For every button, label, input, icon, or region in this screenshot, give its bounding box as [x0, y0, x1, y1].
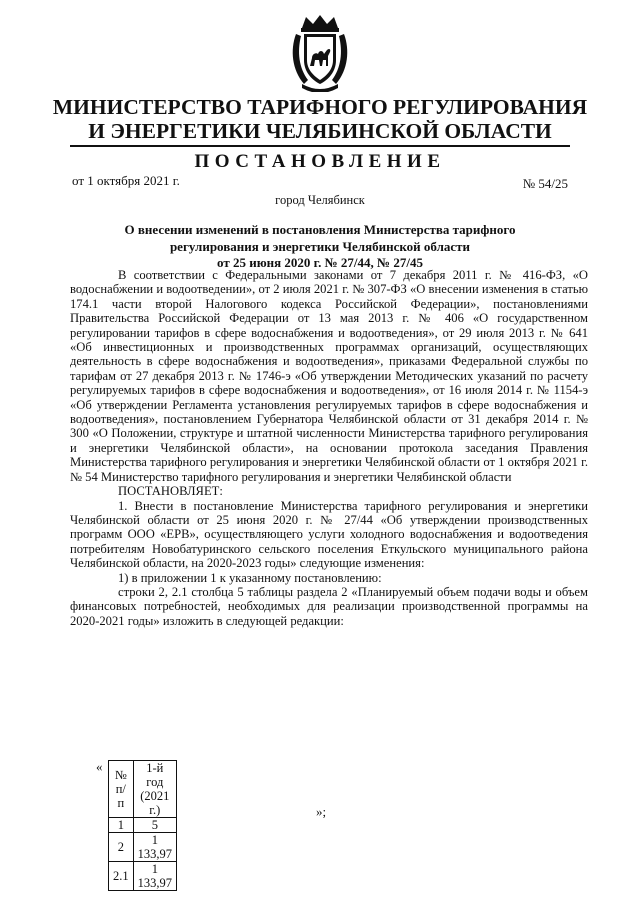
ministry-title-line2: И ЭНЕРГЕТИКИ ЧЕЛЯБИНСКОЙ ОБЛАСТИ [88, 119, 552, 143]
table-row [109, 833, 177, 862]
table-cell-value: 1 133,97 [133, 862, 176, 891]
table-header-number: № п/п [109, 761, 134, 818]
subject-line1: О внесении изменений в постановления Министерства тарифного [124, 222, 516, 237]
table-cell-value: 1 133,97 [133, 833, 176, 862]
header-divider [70, 145, 570, 147]
table-close-quote: »; [316, 804, 327, 819]
table-open-quote: « [96, 759, 103, 774]
subject-line2: регулирования и энергетики Челябинской области [169, 238, 471, 254]
table-cell-number: 1 [109, 818, 134, 833]
table-cell-value: 5 [133, 818, 176, 833]
preamble-paragraph: В соответствии с Федеральными законами от 7 декабря 2011 г. № 416-ФЗ, «О водоснабжении и водоотведении», от 2 июля 2021 г. № 307-ФЗ «О внесении изменения в статью 174.1 части второй Налогового кодекса Российской Федерации», постановлениями Правительства Российской Федерации от 13 мая 2013 г. № 406 «О государственном регулировании тарифов в сфере водоснабжения и водоотведения», от 29 июля 2013 г. № 641 «Об инвестиционных и производственных программах организаций, осуществляющих деятельность в сфере водоснабжения и водоотведения», приказами Федеральной службы по тарифам от 27 декабря 2013 г. № 1746-э «Об утверждении Методических указаний по расчету регулируемых тарифов в сфере водоснабжения и водоотведения», от 16 июля 2014 г. № 1154-э «Об утверждении Регламента установления регулируемых тарифов в сфере водоснабжения и водоотведения», постановлением Губернатора Челябинской области от 31 декабря 2014 г. № 300 «О Положении, структуре и штатной численности Министерства тарифного регулирования и энергетики Челябинской области», на основании протокола заседания Правления Министерства тарифного регулирования и энергетики Челябинской области от 1 октября 2021 г. № 54 Министерство тарифного регулирования и энергетики Челябинской области [70, 268, 588, 484]
table-row [109, 862, 177, 891]
resolves-label: ПОСТАНОВЛЯЕТ: [118, 484, 223, 499]
subitem-1-text: строки 2, 2.1 столбца 5 таблицы раздела 2 «Планируемый объем подачи воды и объем финансовых потребностей, необходимых для реализации производственной программы на 2020-2021 годы» изложить в следующей редакции: [70, 584, 588, 628]
table-row [109, 818, 177, 833]
document-type: ПОСТАНОВЛЕНИЕ [194, 151, 446, 172]
table-header-year: 1-й год (2021 г.) [133, 761, 176, 818]
table-header-row [109, 761, 177, 818]
coat-of-arms-icon [288, 14, 352, 92]
document-city: город Челябинск [275, 193, 365, 207]
amendment-table [108, 760, 177, 891]
document-body [70, 268, 588, 628]
ministry-title-line1: МИНИСТЕРСТВО ТАРИФНОГО РЕГУЛИРОВАНИЯ [52, 95, 588, 119]
subitem-1-paragraph: 1) в приложении 1 к указанному постановлению: [118, 570, 382, 585]
table-cell-number: 2.1 [109, 862, 134, 891]
document-subject [0, 222, 640, 272]
table-cell-number: 2 [109, 833, 134, 862]
subject-line3: от 25 июня 2020 г. № 27/44, № 27/45 [217, 255, 423, 270]
item-1-paragraph: 1. Внести в постановление Министерства тарифного регулирования и энергетики Челябинской области от 25 июня 2020 г. № 27/44 «Об утверждении производственных программ ООО «ЕРВ», осуществляющего услуги холодного водоснабжения и водоотведения потребителям Новобатуринского сельского поселения Еткульского муниципального района Челябинской области, на 2020-2023 годы» следующие изменения: [70, 498, 588, 571]
document-number: № 54/25 [522, 176, 568, 191]
document-date: от 1 октября 2021 г. [72, 173, 180, 188]
